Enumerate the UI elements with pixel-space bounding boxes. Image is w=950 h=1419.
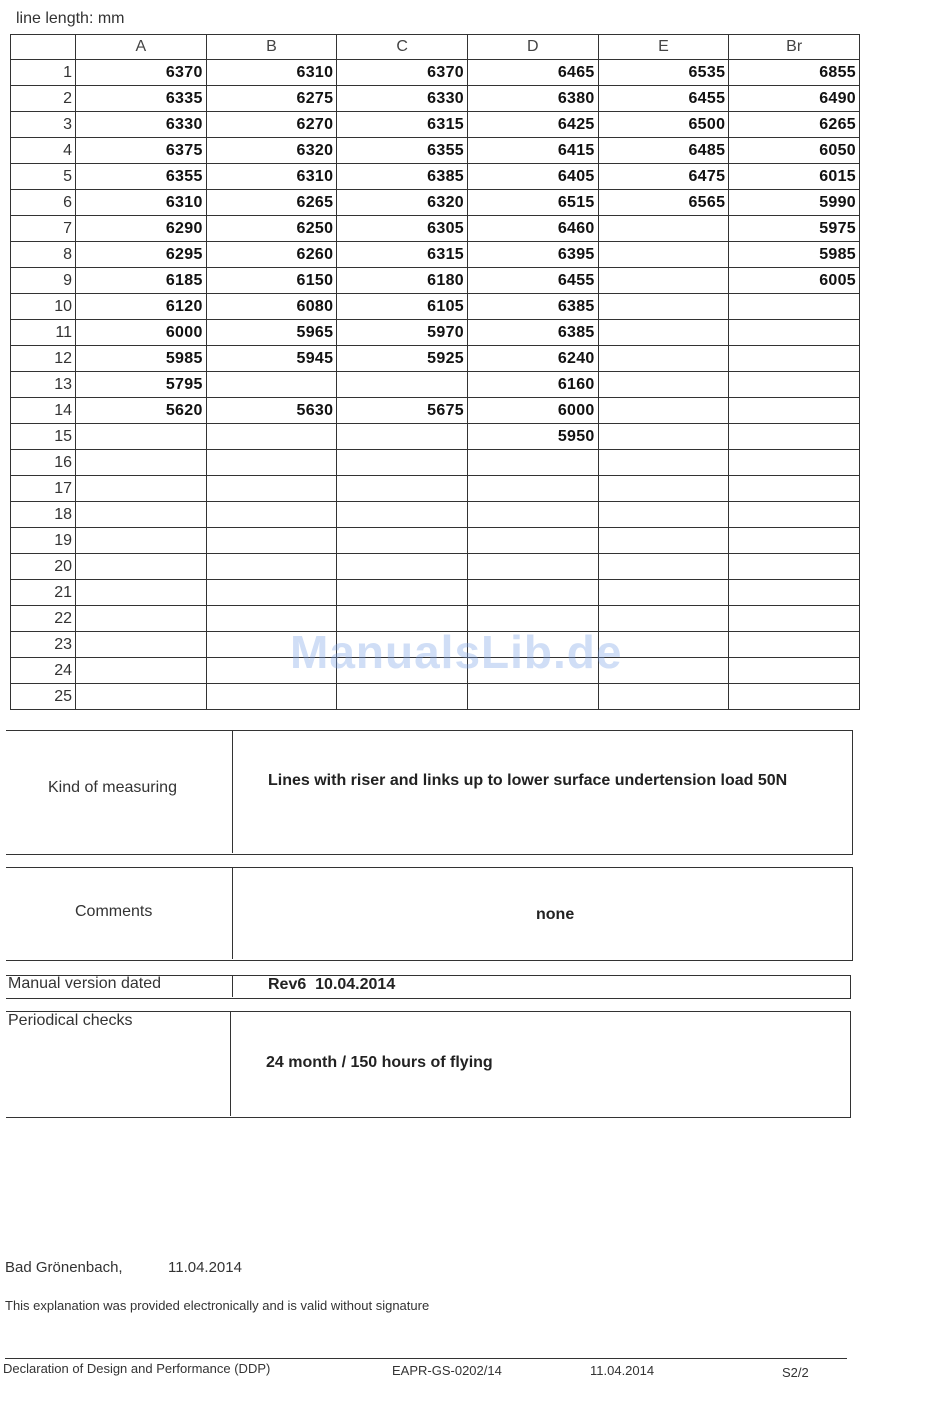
kind-divider: [232, 730, 233, 853]
table-row: [11, 398, 860, 424]
periodical-checks-label: Periodical checks: [8, 1012, 133, 1029]
row-number: 17: [11, 476, 76, 502]
length-cell: [598, 268, 729, 294]
length-cell: [206, 684, 337, 710]
length-cell: 6250: [206, 216, 337, 242]
table-row: [11, 242, 860, 268]
footer-rule: [5, 1358, 847, 1359]
column-header: E: [598, 35, 729, 60]
column-header: C: [337, 35, 468, 60]
length-cell: 6490: [729, 86, 860, 112]
periodical-checks-value: 24 month / 150 hours of flying: [266, 1054, 493, 1071]
kind-value: Lines with riser and links up to lower surface undertension load 50N: [268, 772, 788, 789]
row-number: 20: [11, 554, 76, 580]
table-caption: line length: mm: [16, 10, 125, 27]
length-cell: 6295: [76, 242, 207, 268]
table-row: [11, 372, 860, 398]
row-number: 25: [11, 684, 76, 710]
length-cell: [206, 528, 337, 554]
length-cell: [206, 502, 337, 528]
length-cell: 6310: [206, 60, 337, 86]
table-row: [11, 424, 860, 450]
comments-label: Comments: [75, 903, 153, 920]
length-cell: [598, 372, 729, 398]
length-cell: [76, 424, 207, 450]
table-row: [11, 450, 860, 476]
length-cell: 6120: [76, 294, 207, 320]
length-cell: [76, 528, 207, 554]
corner-cell: [11, 35, 76, 60]
length-cell: 6385: [467, 294, 598, 320]
length-cell: [206, 372, 337, 398]
electronic-note: This explanation was provided electronically and is valid without signature: [5, 1298, 430, 1313]
table-row: [11, 684, 860, 710]
length-cell: 6370: [76, 60, 207, 86]
length-cell: 6315: [337, 242, 468, 268]
length-cell: 6385: [337, 164, 468, 190]
length-cell: [729, 528, 860, 554]
length-cell: [337, 580, 468, 606]
row-number: 11: [11, 320, 76, 346]
column-header: A: [76, 35, 207, 60]
row-number: 21: [11, 580, 76, 606]
row-number: 7: [11, 216, 76, 242]
table-row: [11, 346, 860, 372]
footer-page: S2/2: [782, 1365, 809, 1380]
length-cell: [337, 554, 468, 580]
length-cell: 6105: [337, 294, 468, 320]
table-row: [11, 476, 860, 502]
length-cell: 6565: [598, 190, 729, 216]
table-row: [11, 112, 860, 138]
watermark: ManualsLib.de: [290, 626, 623, 678]
length-cell: 6460: [467, 216, 598, 242]
manual-version-value: Rev6 10.04.2014: [268, 976, 396, 993]
table-row: [11, 60, 860, 86]
length-cell: [337, 684, 468, 710]
length-cell: [598, 476, 729, 502]
length-cell: 6270: [206, 112, 337, 138]
length-cell: [729, 450, 860, 476]
length-cell: [467, 450, 598, 476]
length-cell: 6000: [467, 398, 598, 424]
kind-label: Kind of measuring: [48, 779, 177, 796]
length-cell: [467, 476, 598, 502]
row-number: 8: [11, 242, 76, 268]
row-number: 19: [11, 528, 76, 554]
row-number: 18: [11, 502, 76, 528]
footer-code: EAPR-GS-0202/14: [392, 1363, 502, 1378]
length-cell: [76, 554, 207, 580]
table-row: [11, 554, 860, 580]
length-cell: 6305: [337, 216, 468, 242]
length-cell: 6310: [76, 190, 207, 216]
length-cell: 6315: [337, 112, 468, 138]
row-number: 1: [11, 60, 76, 86]
length-cell: 6160: [467, 372, 598, 398]
length-cell: [729, 606, 860, 632]
manual-version-label: Manual version dated: [8, 975, 161, 992]
row-number: 13: [11, 372, 76, 398]
length-cell: [729, 398, 860, 424]
length-cell: [76, 606, 207, 632]
periodical-divider: [230, 1011, 231, 1116]
length-cell: [206, 424, 337, 450]
table-row: [11, 268, 860, 294]
length-cell: 6855: [729, 60, 860, 86]
row-number: 23: [11, 632, 76, 658]
table-row: [11, 216, 860, 242]
row-number: 9: [11, 268, 76, 294]
length-cell: [76, 658, 207, 684]
length-cell: 6335: [76, 86, 207, 112]
length-cell: 6375: [76, 138, 207, 164]
line-length-table: [10, 34, 860, 710]
row-number: 22: [11, 606, 76, 632]
length-cell: [598, 528, 729, 554]
length-cell: [729, 580, 860, 606]
row-number: 3: [11, 112, 76, 138]
length-cell: [467, 580, 598, 606]
length-cell: [467, 684, 598, 710]
length-cell: 5795: [76, 372, 207, 398]
length-cell: 5965: [206, 320, 337, 346]
length-cell: 6240: [467, 346, 598, 372]
length-cell: [76, 476, 207, 502]
length-cell: [467, 502, 598, 528]
table-row: [11, 86, 860, 112]
length-cell: [729, 476, 860, 502]
length-cell: 6290: [76, 216, 207, 242]
length-cell: 6005: [729, 268, 860, 294]
length-cell: [598, 320, 729, 346]
length-cell: 6330: [76, 112, 207, 138]
table-row: [11, 138, 860, 164]
length-cell: 6265: [206, 190, 337, 216]
length-cell: 5945: [206, 346, 337, 372]
length-cell: [337, 502, 468, 528]
length-cell: 6415: [467, 138, 598, 164]
length-cell: 5985: [76, 346, 207, 372]
length-cell: 6535: [598, 60, 729, 86]
row-number: 24: [11, 658, 76, 684]
comments-divider: [232, 867, 233, 959]
column-header: Br: [729, 35, 860, 60]
length-cell: 6485: [598, 138, 729, 164]
length-cell: [206, 476, 337, 502]
row-number: 12: [11, 346, 76, 372]
length-cell: 6385: [467, 320, 598, 346]
length-cell: [598, 554, 729, 580]
length-cell: [729, 320, 860, 346]
length-cell: 5675: [337, 398, 468, 424]
length-cell: [337, 476, 468, 502]
length-cell: [729, 684, 860, 710]
column-header: D: [467, 35, 598, 60]
length-cell: [76, 580, 207, 606]
length-cell: [729, 502, 860, 528]
length-cell: 6260: [206, 242, 337, 268]
length-cell: 6015: [729, 164, 860, 190]
length-cell: 6050: [729, 138, 860, 164]
length-cell: 6355: [337, 138, 468, 164]
length-cell: [467, 528, 598, 554]
column-header: B: [206, 35, 337, 60]
length-cell: [598, 398, 729, 424]
length-cell: 6265: [729, 112, 860, 138]
length-cell: [598, 502, 729, 528]
length-cell: 5630: [206, 398, 337, 424]
length-cell: 6320: [206, 138, 337, 164]
length-cell: 5950: [467, 424, 598, 450]
comments-value: none: [536, 906, 575, 923]
length-cell: [598, 684, 729, 710]
length-cell: 6180: [337, 268, 468, 294]
length-cell: [76, 502, 207, 528]
row-number: 6: [11, 190, 76, 216]
length-cell: [729, 294, 860, 320]
place-text: Bad Grönenbach,: [5, 1259, 123, 1276]
length-cell: 6395: [467, 242, 598, 268]
length-cell: [598, 580, 729, 606]
length-cell: [337, 528, 468, 554]
length-cell: [76, 450, 207, 476]
length-cell: [729, 424, 860, 450]
length-cell: 6380: [467, 86, 598, 112]
length-cell: 6320: [337, 190, 468, 216]
length-cell: 6500: [598, 112, 729, 138]
length-cell: [729, 346, 860, 372]
row-number: 4: [11, 138, 76, 164]
table-row: [11, 294, 860, 320]
table-row: [11, 502, 860, 528]
length-cell: 6455: [598, 86, 729, 112]
row-number: 15: [11, 424, 76, 450]
length-cell: [729, 632, 860, 658]
footer-title: Declaration of Design and Performance (DDP): [3, 1361, 271, 1376]
row-number: 16: [11, 450, 76, 476]
row-number: 14: [11, 398, 76, 424]
length-cell: [76, 684, 207, 710]
length-cell: [337, 450, 468, 476]
table-row: [11, 190, 860, 216]
length-cell: 5975: [729, 216, 860, 242]
length-cell: [598, 216, 729, 242]
length-cell: [598, 242, 729, 268]
length-cell: 6455: [467, 268, 598, 294]
length-cell: [729, 658, 860, 684]
length-cell: [76, 632, 207, 658]
length-cell: [337, 424, 468, 450]
length-cell: 5925: [337, 346, 468, 372]
length-cell: [206, 554, 337, 580]
row-number: 5: [11, 164, 76, 190]
length-cell: 6425: [467, 112, 598, 138]
length-cell: 6330: [337, 86, 468, 112]
table-row: [11, 580, 860, 606]
length-cell: 5985: [729, 242, 860, 268]
length-cell: 6475: [598, 164, 729, 190]
length-cell: [729, 554, 860, 580]
length-cell: 5970: [337, 320, 468, 346]
length-cell: [206, 450, 337, 476]
length-cell: [598, 450, 729, 476]
length-cell: [729, 372, 860, 398]
length-cell: 6275: [206, 86, 337, 112]
length-cell: 6370: [337, 60, 468, 86]
length-cell: 5620: [76, 398, 207, 424]
footer-date: 11.04.2014: [590, 1363, 655, 1378]
table-row: [11, 320, 860, 346]
manual-divider: [232, 975, 233, 997]
length-cell: [598, 424, 729, 450]
length-cell: [598, 294, 729, 320]
table-row: [11, 528, 860, 554]
length-cell: 6355: [76, 164, 207, 190]
header-row: [11, 35, 860, 60]
length-cell: 6405: [467, 164, 598, 190]
length-cell: 6185: [76, 268, 207, 294]
length-cell: 6000: [76, 320, 207, 346]
length-cell: [598, 346, 729, 372]
length-cell: 5990: [729, 190, 860, 216]
signature-date: 11.04.2014: [168, 1259, 242, 1276]
length-cell: 6080: [206, 294, 337, 320]
length-cell: [467, 554, 598, 580]
table-row: [11, 164, 860, 190]
length-cell: [337, 372, 468, 398]
length-cell: 6150: [206, 268, 337, 294]
length-cell: 6310: [206, 164, 337, 190]
table-body: [11, 60, 860, 710]
length-cell: 6515: [467, 190, 598, 216]
row-number: 10: [11, 294, 76, 320]
row-number: 2: [11, 86, 76, 112]
length-cell: [206, 580, 337, 606]
length-cell: 6465: [467, 60, 598, 86]
